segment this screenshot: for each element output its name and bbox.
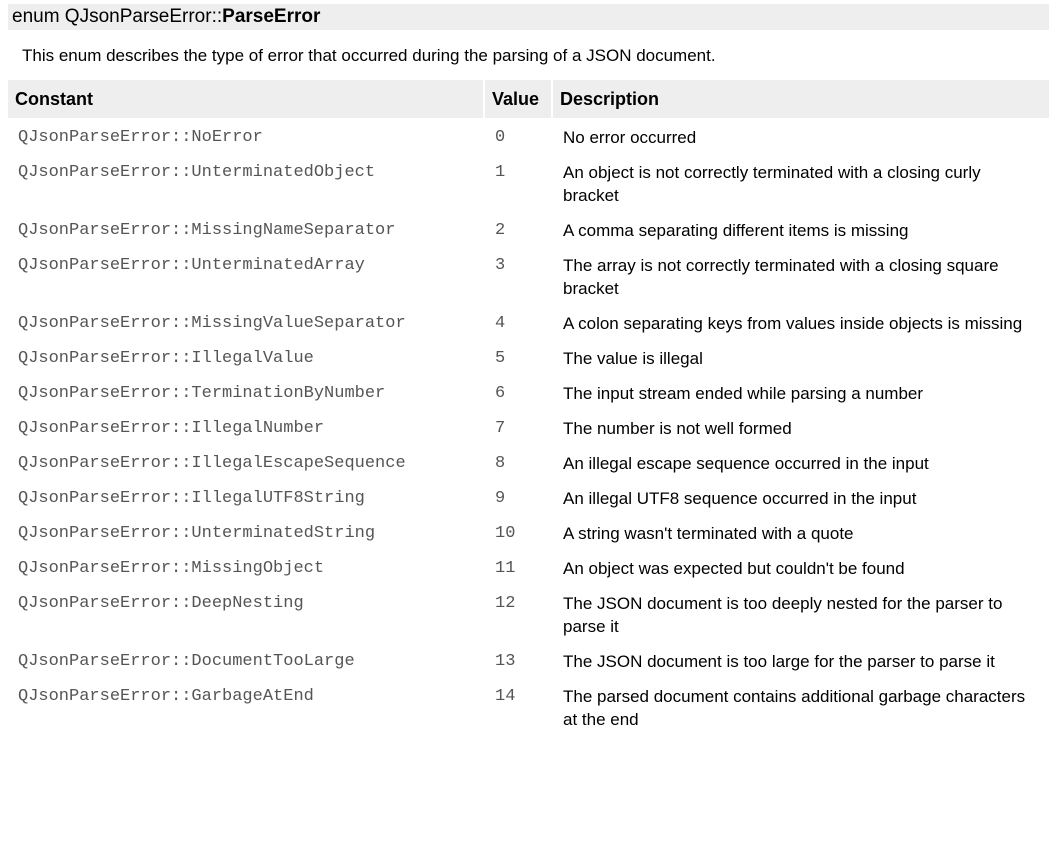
table-row	[8, 211, 1049, 246]
value-cell: 12	[495, 594, 516, 613]
table-body	[8, 118, 1049, 735]
description-cell: An object is not correctly terminated with a closing curly bracket	[563, 163, 981, 205]
value-cell: 5	[495, 349, 506, 368]
table-row	[8, 339, 1049, 374]
description-cell: The JSON document is too large for the parser to parse it	[563, 652, 995, 671]
value-cell: 9	[495, 489, 506, 508]
description-cell: A colon separating keys from values inside objects is missing	[563, 314, 1023, 333]
value-cell: 7	[495, 419, 506, 438]
description-cell: The number is not well formed	[563, 419, 792, 438]
value-cell: 14	[495, 687, 516, 706]
constant-cell: QJsonParseError::UnterminatedArray	[18, 256, 365, 275]
description-cell: The input stream ended while parsing a number	[563, 384, 924, 403]
table-row	[8, 374, 1049, 409]
value-cell: 6	[495, 384, 506, 403]
table-row	[8, 409, 1049, 444]
description-cell: No error occurred	[563, 128, 697, 147]
table-row	[8, 677, 1049, 735]
description-cell: An illegal escape sequence occurred in the input	[563, 454, 929, 473]
table-row	[8, 153, 1049, 211]
constant-cell: QJsonParseError::MissingObject	[18, 559, 325, 578]
constant-cell: QJsonParseError::IllegalUTF8String	[18, 489, 365, 508]
constant-cell: QJsonParseError::IllegalEscapeSequence	[18, 454, 406, 473]
value-cell: 10	[495, 524, 516, 543]
table-row	[8, 304, 1049, 339]
description-cell: The parsed document contains additional garbage characters at the end	[563, 687, 1026, 729]
value-cell: 2	[495, 221, 506, 240]
value-cell: 8	[495, 454, 506, 473]
description-cell: A string wasn't terminated with a quote	[563, 524, 854, 543]
value-cell: 13	[495, 652, 516, 671]
column-header-value: Value	[485, 80, 553, 118]
value-cell: 3	[495, 256, 506, 275]
table-row	[8, 444, 1049, 479]
description-cell: An illegal UTF8 sequence occurred in the input	[563, 489, 917, 508]
constant-cell: QJsonParseError::NoError	[18, 128, 263, 147]
constant-cell: QJsonParseError::DocumentTooLarge	[18, 652, 355, 671]
value-cell: 4	[495, 314, 506, 333]
description-cell: A comma separating different items is missing	[563, 221, 909, 240]
table-row	[8, 514, 1049, 549]
constant-cell: QJsonParseError::GarbageAtEnd	[18, 687, 314, 706]
constant-cell: QJsonParseError::IllegalValue	[18, 349, 314, 368]
enum-heading-name: ParseError	[222, 6, 321, 27]
table-row	[8, 584, 1049, 642]
constant-cell: QJsonParseError::UnterminatedString	[18, 524, 376, 543]
enum-description: This enum describes the type of error that occurred during the parsing of a JSON document.	[22, 46, 716, 65]
description-cell: The value is illegal	[563, 349, 703, 368]
constant-cell: QJsonParseError::TerminationByNumber	[18, 384, 386, 403]
description-cell: The JSON document is too deeply nested for the parser to parse it	[563, 594, 1003, 636]
value-cell: 0	[495, 128, 506, 147]
value-cell: 11	[495, 559, 516, 578]
enum-values-table	[8, 80, 1049, 735]
column-header-description: Description	[553, 80, 1049, 118]
description-cell: An object was expected but couldn't be found	[563, 559, 905, 578]
constant-cell: QJsonParseError::MissingNameSeparator	[18, 221, 396, 240]
table-header-row	[8, 80, 1049, 118]
enum-heading-prefix: enum QJsonParseError::	[12, 6, 223, 27]
constant-cell: QJsonParseError::IllegalNumber	[18, 419, 325, 438]
constant-cell: QJsonParseError::DeepNesting	[18, 594, 304, 613]
description-cell: The array is not correctly terminated with a closing square bracket	[563, 256, 999, 298]
table-row	[8, 479, 1049, 514]
table-row	[8, 549, 1049, 584]
constant-cell: QJsonParseError::UnterminatedObject	[18, 163, 376, 182]
enum-heading	[8, 4, 1049, 30]
constant-cell: QJsonParseError::MissingValueSeparator	[18, 314, 406, 333]
value-cell: 1	[495, 163, 506, 182]
table-row	[8, 642, 1049, 677]
table-row	[8, 246, 1049, 304]
column-header-constant: Constant	[8, 80, 485, 118]
table-row	[8, 118, 1049, 153]
